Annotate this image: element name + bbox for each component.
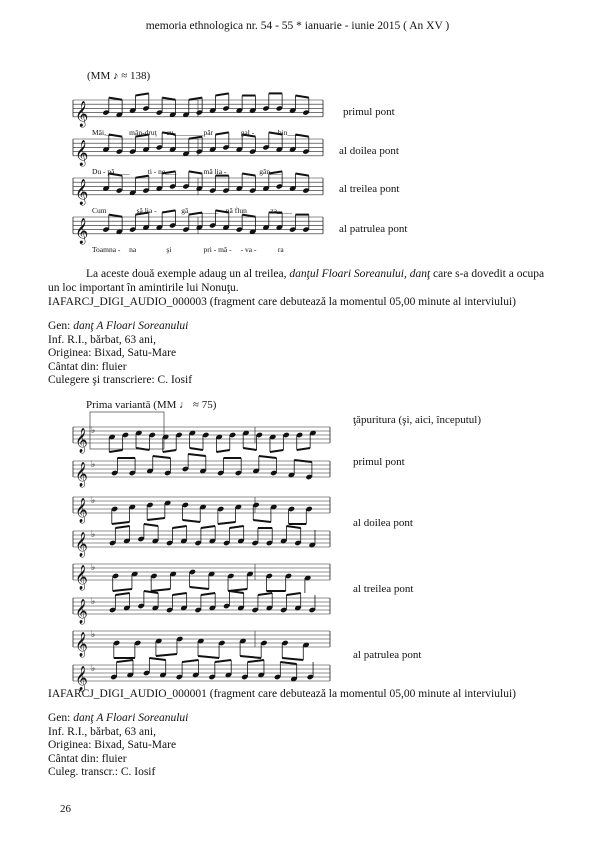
note-beam	[258, 593, 272, 595]
note-beam	[189, 171, 202, 173]
note-beam	[172, 526, 186, 528]
example1-metadata	[48, 320, 192, 388]
example1-pont-3: al treilea pont	[339, 183, 400, 195]
note-beam	[286, 526, 300, 528]
flat-sign: ♭	[91, 597, 96, 607]
lyric-syllable: Toamna -	[92, 245, 121, 254]
example1-tempo: (MM ♪ ≈ 138)	[87, 70, 151, 82]
lyric-syllable: za____	[270, 206, 293, 215]
example1-pont-1: primul pont	[343, 106, 395, 118]
note-beam	[215, 93, 228, 95]
lyric-syllable: Măi,__	[92, 128, 114, 137]
example2-metadata	[48, 712, 188, 780]
lyric-syllable: să lia -	[136, 206, 157, 215]
treble-clef: 𝄞	[75, 565, 88, 590]
lyric-syllable: pri - mă -	[203, 245, 232, 254]
para-line1-suffix: care s-a dovedit a ocupa	[433, 268, 545, 280]
meta1-origine: Originea: Bixad, Satu-Mare	[48, 347, 177, 359]
example2-staves	[73, 412, 330, 691]
note-beam	[259, 456, 277, 458]
example2-pont-2: al doilea pont	[353, 517, 413, 529]
flat-sign: ♭	[91, 530, 96, 540]
note-beam	[163, 450, 176, 452]
note-beam	[295, 174, 308, 176]
treble-clef: 𝄞	[75, 666, 88, 691]
treble-clef: 𝄞	[75, 428, 88, 453]
lyric-syllable: gal -	[240, 128, 255, 137]
note-beam	[242, 174, 255, 176]
flat-sign: ♭	[91, 460, 96, 470]
note-beam	[229, 591, 243, 593]
treble-clef: 𝄞	[75, 178, 89, 205]
treble-clef: 𝄞	[75, 498, 88, 523]
lyric-syllable: - va -	[240, 245, 257, 254]
note-beam	[201, 526, 215, 528]
note-beam	[270, 450, 283, 452]
example2-pont-4: al patrulea pont	[353, 649, 422, 661]
note-beam	[162, 210, 175, 212]
note-beam	[280, 662, 296, 664]
ornament-box	[90, 412, 164, 449]
meta2-gen-value: danţ A Floari Soreanului	[73, 712, 189, 724]
meta1-gen-value: danţ A Floari Soreanului	[73, 320, 189, 332]
flat-sign: ♭	[91, 426, 96, 436]
note-beam	[229, 526, 243, 528]
lyric-syllable: găn___	[259, 167, 282, 176]
note-beam	[189, 98, 202, 100]
meta1-inf: Inf. R.I., bărbat, 63 ani,	[48, 333, 156, 346]
lyric-syllable: ti - ne___	[147, 167, 177, 176]
note-beam	[201, 593, 215, 595]
lyric-syllable: nă flun	[225, 206, 247, 215]
note-beam	[172, 593, 186, 595]
note-beam	[162, 98, 175, 100]
treble-clef: 𝄞	[75, 632, 88, 657]
note-beam	[190, 448, 203, 450]
meta1-culegere: Culegere şi transcriere: C. Iosif	[48, 374, 193, 386]
note-beam	[144, 524, 158, 526]
note-beam	[282, 658, 303, 660]
note-beam	[115, 526, 129, 528]
lyric-syllable: bin___	[277, 128, 299, 137]
example1-pont-2: al doilea pont	[339, 145, 399, 157]
lyric-syllable: ra	[277, 245, 284, 254]
note-beam	[109, 450, 122, 452]
note-beam	[151, 589, 170, 591]
note-beam	[117, 660, 133, 662]
para-line1-italic: danţul Floari Soreanului, danţ	[289, 268, 431, 280]
note-beam	[243, 448, 256, 450]
note-beam	[182, 660, 198, 662]
treble-clef: 𝄞	[75, 599, 88, 624]
lyric-syllable: gă________	[181, 206, 219, 215]
note-beam	[188, 454, 206, 456]
lyric-syllable: păr	[203, 128, 214, 137]
note-beam	[240, 656, 261, 658]
example2-tempo: Prima variantă (MM ♩ ≈ 75)	[86, 399, 217, 411]
meta2-inf: Inf. R.I., bărbat, 63 ani,	[48, 725, 156, 738]
meta2-culegere: Culeg. transcr.: C. Iosif	[48, 766, 156, 778]
note-beam	[253, 520, 271, 522]
running-header: memoria ethnologica nr. 54 - 55 * ianuarie - iunie 2015 ( An XV )	[145, 20, 450, 32]
treble-clef: 𝄞	[75, 139, 89, 166]
note-beam	[190, 587, 209, 589]
lyric-syllable: Cum	[92, 206, 107, 215]
note-beam	[286, 593, 300, 595]
treble-clef: 𝄞	[75, 217, 89, 244]
note-beam	[216, 450, 229, 452]
note-beam	[149, 658, 165, 660]
lyric-syllable: şi	[166, 245, 172, 254]
meta1-gen-label: Gen:	[48, 320, 71, 332]
para-line2: un loc important în amintirile lui Nonuţu.	[48, 282, 239, 294]
example2-pont-1: primul pont	[353, 456, 405, 468]
lyric-syllable: cu________	[166, 128, 204, 137]
note-beam	[183, 520, 201, 522]
example1-pont-4: al patrulea pont	[339, 223, 408, 235]
note-beam	[135, 93, 148, 95]
note-beam	[294, 460, 312, 462]
audio-reference-2: IAFARCJ_DIGI_AUDIO_000001 (fragment care debutează la momentul 05,00 minute al interviului)	[48, 688, 516, 700]
note-beam	[297, 448, 310, 450]
lyric-syllable: Du - pă____	[92, 167, 130, 176]
note-beam	[112, 522, 130, 524]
note-beam	[156, 654, 177, 656]
example2-pont-3: al treilea pont	[353, 583, 414, 595]
note-beam	[109, 98, 122, 100]
note-beam	[147, 518, 165, 520]
lyric-syllable: mân-druţ	[129, 128, 157, 137]
meta2-origine: Originea: Bixad, Satu-Mare	[48, 739, 177, 751]
lyric-syllable: mă lia -	[203, 167, 227, 176]
flat-sign: ♭	[91, 630, 96, 640]
flat-sign: ♭	[91, 563, 96, 573]
flat-sign: ♭	[91, 496, 96, 506]
note-beam	[295, 96, 308, 98]
example2-pont-0: ţăpuritura (şi, aici, începutul)	[353, 414, 481, 426]
note-beam	[113, 589, 132, 591]
para-line3: IAFARCJ_DIGI_AUDIO_000003 (fragment care debutează la momentul 05,00 minute al interviului)	[48, 296, 516, 308]
lyric-syllable: na	[129, 245, 137, 254]
page-number: 26	[60, 803, 71, 815]
note-beam	[248, 660, 264, 662]
note-beam	[198, 656, 219, 658]
meta2-cantat: Cântat din: fluier	[48, 752, 127, 765]
note-beam	[153, 456, 171, 458]
note-beam	[109, 215, 122, 217]
meta1-cantat: Cântat din: fluier	[48, 360, 127, 373]
treble-clef: 𝄞	[75, 532, 88, 557]
meta2-gen-label: Gen:	[48, 712, 71, 724]
treble-clef: 𝄞	[75, 462, 88, 487]
note-beam	[215, 132, 228, 134]
treble-clef: 𝄞	[75, 100, 89, 127]
note-beam	[115, 593, 129, 595]
intro-paragraph	[48, 267, 553, 309]
flat-sign: ♭	[91, 664, 96, 674]
para-line1-prefix: La aceste două exemple adaug un al treilea,	[86, 268, 287, 280]
note-beam	[218, 522, 236, 524]
note-beam	[215, 660, 231, 662]
